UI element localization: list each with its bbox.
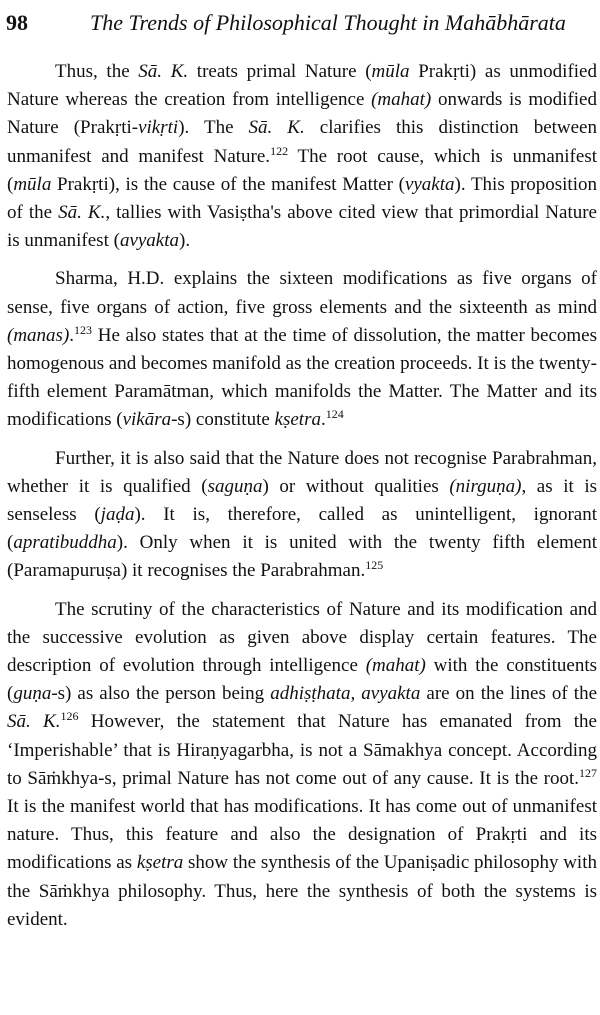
italic-term: Sā. K. — [58, 202, 106, 224]
text-run: , tallies with Vasiṣtha's above cited view that primordial Nature is unmanifest ( — [7, 202, 597, 252]
italic-term: vikāra — [122, 409, 172, 431]
text-run: are on the lines of the — [420, 683, 597, 705]
text-run: ). This proposition of the — [7, 173, 597, 224]
footnote-ref: 127 — [579, 765, 597, 780]
italic-term: kṣetra — [136, 852, 184, 874]
text-run: treats primal Nature ( — [188, 61, 372, 82]
text-run: ) or without qualities — [262, 475, 450, 497]
italic-term: (manas) — [7, 324, 70, 346]
text-run: However, the statement that Nature has emanated from the ‘Imperishable’ that is Hiraṇyagarbha, is not a Sāmakhya concept. According to Sāṁkhya-s, primal Nature has not come out of any cause. It is the root. — [7, 711, 597, 789]
text-run: show the synthesis of the Upaniṣadic philosophy with the Sāṁkhya philosophy. Thus, here the synthesis of both the systems is evident. — [7, 852, 597, 930]
paragraph — [7, 265, 597, 434]
page-number: 98 — [6, 10, 28, 35]
italic-term: apratibuddha — [13, 532, 117, 554]
text-run: onwards is modified Nature (Prakṛti- — [7, 89, 597, 139]
text-run: Further, it is also said that the Nature does not recognise Parabrahman, whether it is qualified ( — [7, 447, 597, 497]
text-run: clarifies this distinction between unmanifest and manifest Nature. — [7, 117, 597, 167]
text-run: The root cause, which is unmanifest ( — [7, 145, 597, 195]
italic-term: vyakta — [404, 173, 455, 195]
footnote-ref: 123 — [74, 322, 93, 337]
paragraph — [7, 596, 597, 934]
text-run: , as it is senseless ( — [7, 475, 598, 526]
italic-term: avyakta — [119, 230, 180, 252]
text-run: Thus, the — [55, 61, 139, 82]
text-run: ). The — [178, 117, 249, 139]
text-run: It is the manifest world that has modifications. It has come out of unmanifest nature. Thus, this feature and also the designation of Prakṛti and its modifications as — [7, 796, 597, 874]
text-run: . — [320, 409, 326, 431]
text-run: The scrutiny of the characteristics of Nature and its modification and the successive evolution as given above display certain features. The description of evolution through intelligence — [7, 598, 597, 677]
text-run: -s) constitute — [171, 409, 275, 431]
paragraph — [7, 58, 597, 255]
italic-term: guṇa — [13, 683, 52, 705]
italic-term: (mahat) — [365, 655, 426, 677]
footnote-ref: 124 — [325, 407, 344, 422]
page-header — [0, 4, 600, 38]
italic-term: mūla — [371, 61, 410, 82]
footnote-ref: 125 — [365, 558, 384, 573]
text-run: ). — [179, 230, 191, 252]
italic-term: (nirguṇa) — [449, 475, 522, 497]
text-run: -s) as also the person being — [51, 683, 271, 705]
italic-term: adhiṣṭhata, avyakta — [270, 683, 421, 705]
footnote-ref: 122 — [270, 143, 289, 158]
italic-term: Sā. K. — [7, 711, 61, 733]
text-run: Sharma, H.D. explains the sixteen modifications as five organs of sense, five organs of action, five gross elements and the sixteenth as mind — [7, 268, 597, 318]
italic-term: saguṇa — [207, 475, 263, 497]
text-run: with the constituents ( — [7, 655, 597, 705]
running-title: The Trends of Philosophical Thought in Mahābhārata — [90, 10, 566, 35]
text-run: He also states that at the time of dissolution, the matter becomes homogenous and becomes manifold as the creation proceeds. It is the twenty-fifth element Paramātman, which manifolds the Matter. The Matter and its modifications ( — [7, 324, 597, 431]
italic-term: Sā. K. — [248, 117, 305, 139]
text-run: ). Only when it is united with the twenty fifth element (Paramapuruṣa) it recognises the Parabrahman. — [7, 532, 597, 582]
paragraph — [7, 445, 597, 586]
body-text — [7, 58, 597, 944]
italic-term: vikṛti — [138, 117, 179, 139]
text-run: Prakṛti), is the cause of the manifest Matter ( — [51, 173, 405, 195]
text-run: . — [69, 324, 75, 346]
italic-term: Sā. K. — [138, 61, 189, 82]
text-run: ). It is, therefore, called as unintelligent, ignorant ( — [7, 504, 597, 554]
italic-term: jaḍa — [100, 504, 135, 526]
italic-term: mūla — [13, 173, 52, 195]
footnote-ref: 126 — [60, 709, 79, 724]
italic-term: (mahat) — [371, 89, 432, 111]
italic-term: kṣetra — [274, 409, 321, 431]
text-run: Prakṛti) as unmodified Nature whereas the creation from intelligence — [7, 61, 597, 111]
